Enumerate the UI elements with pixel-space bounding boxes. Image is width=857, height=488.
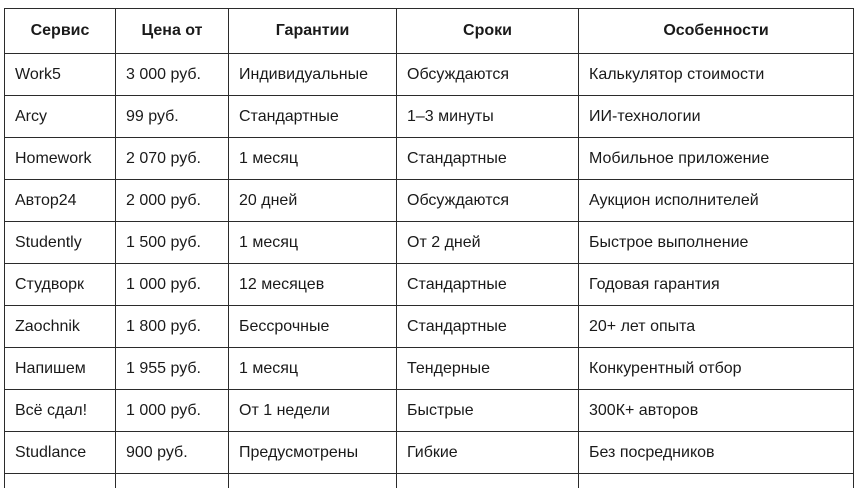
header-price: Цена от [116,9,229,54]
cell-service: Studently [5,222,116,264]
table-row [5,474,854,488]
table-row [5,264,854,306]
cell-terms: От 2 дней [397,222,579,264]
table-row [5,222,854,264]
cell-features: Годовая гарантия [579,264,854,306]
cell-price: 1 500 руб. [116,222,229,264]
cell-service: Напишем [5,348,116,390]
cell-terms [397,474,579,488]
cell-price: 1 800 руб. [116,306,229,348]
table-header [5,9,854,54]
cell-price [116,474,229,488]
cell-features: Мобильное приложение [579,138,854,180]
cell-guarantees: Индивидуальные [229,54,397,96]
cell-guarantees: 1 месяц [229,222,397,264]
cell-features: 300К+ авторов [579,390,854,432]
cell-features: Без посредников [579,432,854,474]
header-row [5,9,854,54]
cell-terms: Стандартные [397,138,579,180]
table-body [5,54,854,488]
cell-guarantees: 12 месяцев [229,264,397,306]
cell-terms: Обсуждаются [397,54,579,96]
cell-service: Homework [5,138,116,180]
cell-features: Аукцион исполнителей [579,180,854,222]
header-service: Сервис [5,9,116,54]
table-row [5,180,854,222]
cell-price: 1 000 руб. [116,390,229,432]
cell-service: Arcy [5,96,116,138]
header-terms: Сроки [397,9,579,54]
header-features: Особенности [579,9,854,54]
table-row [5,390,854,432]
cell-features: Калькулятор стоимости [579,54,854,96]
services-comparison-table [4,8,854,488]
cell-service: Zaochnik [5,306,116,348]
cell-price: 1 000 руб. [116,264,229,306]
cell-guarantees: 1 месяц [229,138,397,180]
cell-service: Автор24 [5,180,116,222]
cell-terms: Стандартные [397,264,579,306]
cell-guarantees: Бессрочные [229,306,397,348]
cell-terms: Стандартные [397,306,579,348]
table-row [5,96,854,138]
table-row [5,432,854,474]
cell-features: Быстрое выполнение [579,222,854,264]
cell-guarantees: 1 месяц [229,348,397,390]
table-row [5,306,854,348]
cell-service: Studlance [5,432,116,474]
table-row [5,138,854,180]
cell-terms: 1–3 минуты [397,96,579,138]
cell-terms: Обсуждаются [397,180,579,222]
cell-service [5,474,116,488]
cell-price: 1 955 руб. [116,348,229,390]
cell-service: Work5 [5,54,116,96]
table-row [5,348,854,390]
cell-service: Всё сдал! [5,390,116,432]
cell-guarantees: От 1 недели [229,390,397,432]
cell-price: 3 000 руб. [116,54,229,96]
cell-terms: Тендерные [397,348,579,390]
cell-features: ИИ-технологии [579,96,854,138]
cell-terms: Быстрые [397,390,579,432]
cell-service: Студворк [5,264,116,306]
cell-features: Конкурентный отбор [579,348,854,390]
cell-price: 99 руб. [116,96,229,138]
cell-price: 2 000 руб. [116,180,229,222]
table-row [5,54,854,96]
cell-guarantees [229,474,397,488]
cell-guarantees: 20 дней [229,180,397,222]
cell-guarantees: Стандартные [229,96,397,138]
cell-guarantees: Предусмотрены [229,432,397,474]
cell-price: 900 руб. [116,432,229,474]
header-guarantees: Гарантии [229,9,397,54]
cell-features [579,474,854,488]
cell-terms: Гибкие [397,432,579,474]
cell-price: 2 070 руб. [116,138,229,180]
cell-features: 20+ лет опыта [579,306,854,348]
